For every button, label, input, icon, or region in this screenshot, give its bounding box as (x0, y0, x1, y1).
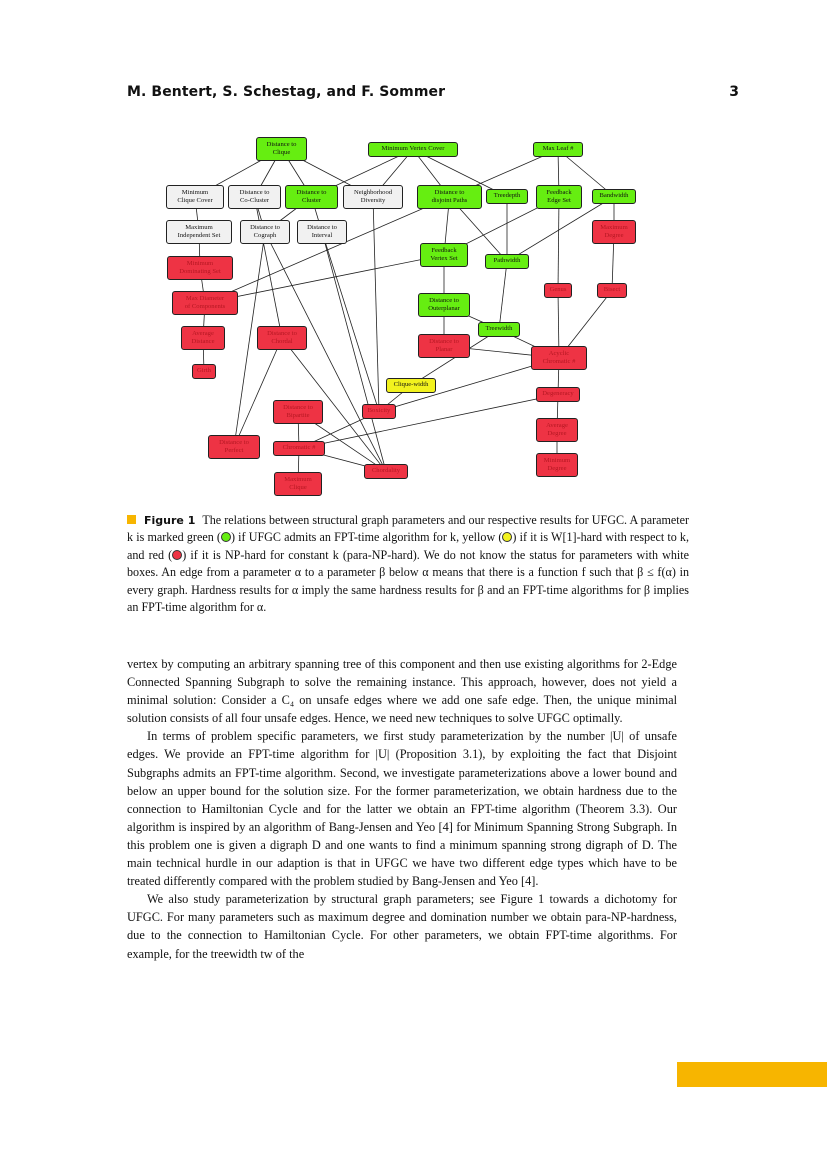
caption-label: Figure 1 (144, 514, 196, 527)
node-mdcc: Max Diameter of Components (172, 291, 238, 315)
edge-dcg-chord (265, 232, 386, 472)
node-dc: Distance to Clique (256, 137, 307, 161)
caption-text-1: The relations between structural graph parameters and our respective results for UFGC. A parameter k is marked green ( (127, 513, 690, 545)
node-genus: Genus (544, 283, 572, 298)
node-ml: Max Leaf # (533, 142, 583, 157)
node-mcc: Minimum Clique Cover (166, 185, 224, 209)
node-dcg: Distance to Cograph (240, 220, 290, 244)
node-ad: Average Distance (181, 326, 225, 350)
edge-fvs-mdcc (205, 255, 444, 303)
edge-dcc-dch (255, 197, 283, 338)
node-dch: Distance to Chordal (257, 326, 307, 350)
node-mis: Maximum Independent Set (166, 220, 232, 244)
edge-di-chord (322, 232, 386, 472)
node-mc: Maximum Clique (274, 472, 322, 496)
edge-di-box (322, 232, 379, 412)
node-girth: Girth (192, 364, 216, 379)
header-authors: M. Bentert, S. Schestag, and F. Sommer (127, 84, 446, 100)
node-mvc: Minimum Vertex Cover (368, 142, 458, 157)
caption-text-4: ) if it is NP-hard for constant k (para-NP-hard). We do not know the status for parameters with white boxes. An edge from a parameter α to a parameter β below α means that there is a function f such that β ≤ f(α) in every graph. Hardness results for α imply the same hardness results for β and an FPT-time algorithms for β implies an FPT-time algorithm for α. (127, 547, 689, 615)
node-dcl: Distance to Cluster (285, 185, 338, 209)
figure-caption (127, 512, 689, 616)
header-page-number: 3 (729, 84, 739, 100)
node-degen: Degeneracy (536, 387, 580, 402)
node-box: Boxicity (362, 404, 396, 419)
node-chrom: Chromatic # (273, 441, 325, 456)
node-mds: Minimum Dominating Set (167, 256, 233, 280)
node-ac: Acyclic Chromatic # (531, 346, 587, 370)
node-mindeg: Minimum Degree (536, 453, 578, 477)
body-text (127, 655, 677, 963)
node-dpf: Distance to Perfect (208, 435, 260, 459)
node-dp: Distance to Planar (418, 334, 470, 358)
green-dot-icon (221, 532, 231, 542)
yellow-dot-icon (502, 532, 512, 542)
node-td: Treedepth (486, 189, 528, 204)
node-tw: Treewidth (478, 322, 520, 337)
node-di: Distance to Interval (297, 220, 347, 244)
body-paragraph-3: We also study parameterization by structural graph parameters; see Figure 1 towards a dichotomy for UFGC. For many parameters such as maximum degree and domination number we obtain para-NP-hardness, due to the connection to Hamiltonian Cycle. For other parameters, we obtain FPT-time algorithms. For example, for the treewidth tw of the (127, 892, 677, 961)
node-dcc: Distance to Co-Cluster (228, 185, 281, 209)
red-dot-icon (172, 550, 182, 560)
node-fes: Feedback Edge Set (536, 185, 582, 209)
body-paragraph-2: In terms of problem specific parameters, we first study parameterization by the number |U| of unsafe edges. We provide an FPT-time algorithm for |U| (Proposition 3.1), by exploiting the fact that Disjoint Subgraphs admits an FPT-time algorithm. Second, we investigate parameterizations above a lower bound and below an upper bound for the solution size. For the former parameterization, we obtain hardness due to the connection to Hamiltonian Cycle and for the latter we obtain an FPT-time algorithm (Theorem 3.3). Our algorithm is inspired by an algorithm of Bang-Jensen and Yeo [4] for Minimum Spanning Strong Subgraph. In this problem one is given a digraph D and one wants to find a minimum spanning strong digraph of D. The main technical hurdle in our adaption is that in UFGC we have two different edge types which have to be treated differently compared with the problem studied by Bang-Jensen and Yeo [4]. (127, 729, 677, 889)
node-fvs: Feedback Vertex Set (420, 243, 468, 267)
node-dbp: Distance to Bipartite (273, 400, 323, 424)
node-chord: Chordality (364, 464, 408, 479)
page-edge-tab (677, 1062, 827, 1087)
parameter-hierarchy-figure (0, 0, 827, 520)
node-nd: Neighborhood Diversity (343, 185, 403, 209)
edge-fes-genus (558, 197, 559, 291)
caption-text-2: ) if UFGC admits an FPT-time algorithm for k, yellow ( (230, 530, 503, 545)
edge-ddp-mdcc (205, 197, 450, 303)
node-cw: Clique-width (386, 378, 436, 393)
node-maxdeg: Maximum Degree (592, 220, 636, 244)
figure-edges (0, 0, 827, 520)
edge-pw-tw (499, 262, 507, 330)
body-paragraph-1: vertex by computing an arbitrary spanning tree of this component and then use existing algorithms for 2-Edge Connected Spanning Subgraph to solve the remaining instance. This approach, however, does not yield a minimal solution: Consider a C₄ on unsafe edges where we add one safe edge. Then, the unique minimal solution consists of all four unsafe edges. Hence, we need new techniques to solve UFGC optimally. (127, 657, 677, 726)
node-bw: Bandwidth (592, 189, 636, 204)
edge-degen-chrom (299, 395, 558, 449)
node-avgdeg: Average Degree (536, 418, 578, 442)
node-bisect: Bisect (597, 283, 627, 298)
edge-dch-dpf (234, 338, 282, 447)
caption-text-3: ) if it is W[1]-hard with respect to k, and red ( (127, 530, 689, 562)
caption-marker-icon (127, 515, 136, 524)
node-dop: Distance to Outerplanar (418, 293, 470, 317)
node-ddp: Distance to disjoint Paths (417, 185, 482, 209)
node-pw: Pathwidth (485, 254, 529, 269)
